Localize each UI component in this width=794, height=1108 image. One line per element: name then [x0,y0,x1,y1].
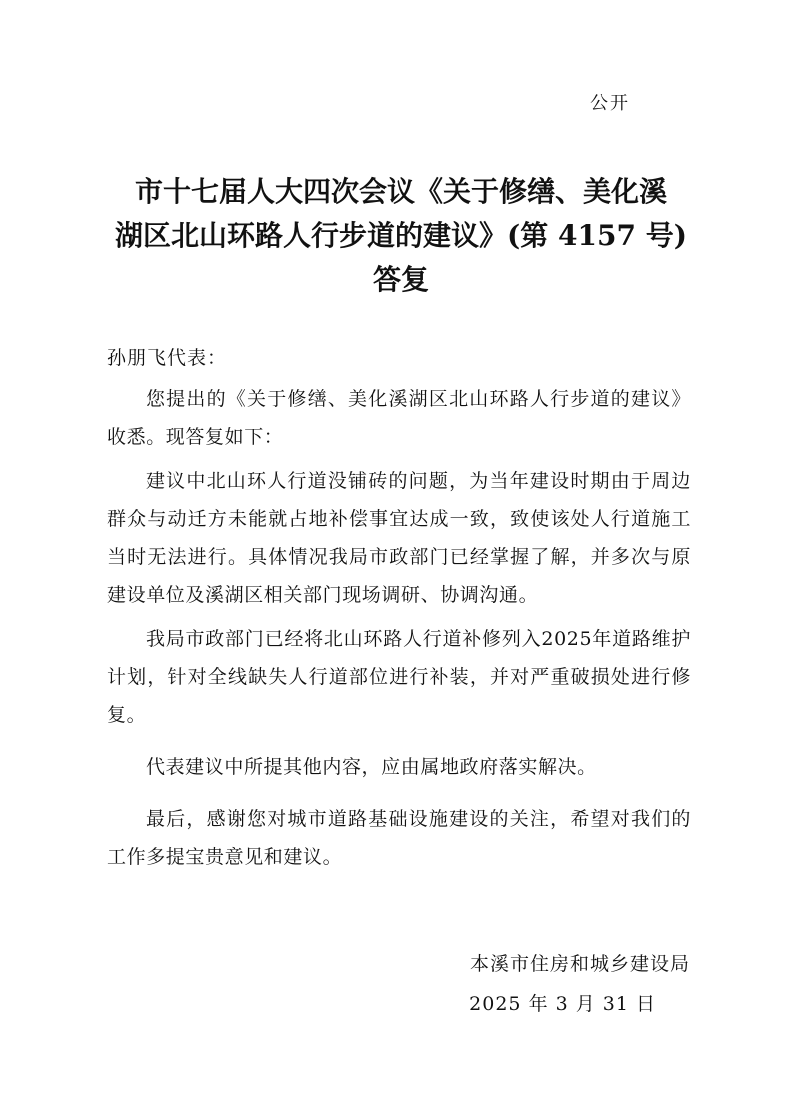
title-line-3: 答复 [372,263,429,296]
salutation: 孙朋飞代表： [107,347,228,369]
signature-date: 2025 年 3 月 31 日 [469,993,656,1015]
paragraph-closing: 最后，感谢您对城市道路基础设施建设的关注，希望对我们的工作多提宝贵意见和建议。 [107,808,691,868]
title-line-1: 市十七届人大四次会议《关于修缮、美化溪 [134,175,667,208]
paragraph-other-matters: 代表建议中所提其他内容，应由属地政府落实解决。 [145,756,597,778]
paragraph-acknowledgement: 您提出的《关于修缮、美化溪湖区北山环路人行步道的建议》收悉。现答复如下： [107,388,691,448]
title-line-2: 湖区北山环路人行步道的建议》(第 4157 号) [115,219,687,252]
paragraph-background: 建议中北山环人行道没铺砖的问题，为当年建设时期由于周边群众与动迁方未能就占地补偿事宜达成一致，致使该处人行道施工当时无法进行。具体情况我局市政部门已经掌握了解，并多次与原建设单位及溪湖区相关部门现场调研、协调沟通。 [107,470,691,606]
document-body [107,338,691,882]
document-title [96,170,706,302]
classification-label: 公开 [590,93,630,114]
paragraph-plan: 我局市政部门已经将北山环路人行道补修列入2025年道路维护计划，针对全线缺失人行道部位进行补装，并对严重破损处进行修复。 [107,628,691,726]
signature-organization: 本溪市住房和城乡建设局 [469,953,690,975]
signature-block [440,944,690,1024]
